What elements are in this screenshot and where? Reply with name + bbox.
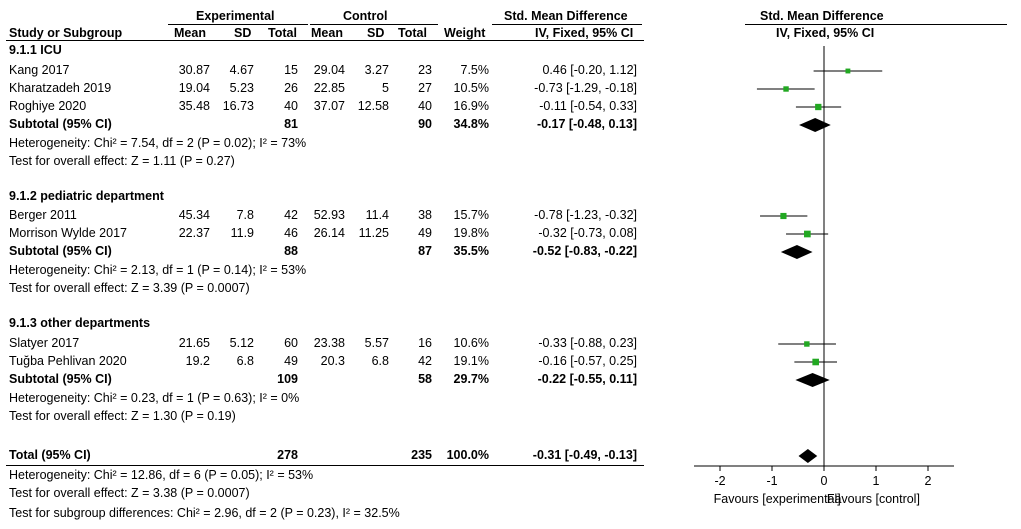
weight: 7.5% bbox=[460, 63, 489, 77]
total-overall-effect-text: Test for overall effect: Z = 3.38 (P = 0.0007) bbox=[9, 486, 250, 500]
header-weight: Weight bbox=[444, 26, 486, 40]
mean-experimental: 30.87 bbox=[178, 63, 210, 77]
sd-control: 3.27 bbox=[364, 63, 389, 77]
total-label: Total (95% CI) bbox=[9, 448, 91, 462]
total-experimental: 60 bbox=[284, 336, 298, 350]
favours-control-label: Favours [control] bbox=[826, 492, 920, 506]
overall-effect-text: Test for overall effect: Z = 3.39 (P = 0.0007) bbox=[9, 281, 250, 295]
total-control: 58 bbox=[418, 372, 432, 386]
pooled-diamond bbox=[799, 118, 831, 132]
sd-experimental: 4.67 bbox=[229, 63, 254, 77]
mean-control: 23.38 bbox=[313, 336, 345, 350]
header-experimental: Experimental bbox=[196, 9, 275, 23]
sd-experimental: 5.23 bbox=[229, 81, 254, 95]
x-tick-label: -2 bbox=[714, 474, 726, 488]
sd-control: 11.25 bbox=[358, 226, 389, 240]
header-sd-c: SD bbox=[367, 26, 385, 40]
effect-ci: -0.52 [-0.83, -0.22] bbox=[532, 244, 637, 258]
study-name: Tuğba Pehlivan 2020 bbox=[9, 354, 127, 368]
total-experimental: 49 bbox=[284, 354, 298, 368]
sd-experimental: 16.73 bbox=[222, 99, 254, 113]
study-name: Kharatzadeh 2019 bbox=[9, 81, 112, 95]
effect-ci: -0.78 [-1.23, -0.32] bbox=[534, 208, 637, 222]
effect-ci: -0.33 [-0.88, 0.23] bbox=[538, 336, 637, 350]
total-experimental: 46 bbox=[284, 226, 298, 240]
effect-ci: -0.31 [-0.49, -0.13] bbox=[532, 448, 637, 462]
effect-ci: -0.11 [-0.54, 0.33] bbox=[539, 99, 637, 113]
study-point-marker bbox=[815, 104, 821, 110]
total-experimental: 15 bbox=[284, 63, 298, 77]
weight: 35.5% bbox=[453, 244, 489, 258]
study-point-marker bbox=[780, 213, 786, 219]
mean-control: 29.04 bbox=[313, 63, 345, 77]
header-total-e: Total bbox=[268, 26, 297, 40]
study-name: Berger 2011 bbox=[9, 208, 77, 222]
sd-experimental: 11.9 bbox=[230, 226, 254, 240]
weight: 10.5% bbox=[453, 81, 489, 95]
mean-experimental: 19.2 bbox=[185, 354, 210, 368]
total-control: 38 bbox=[418, 208, 432, 222]
weight: 16.9% bbox=[453, 99, 489, 113]
overall-effect-text: Test for overall effect: Z = 1.30 (P = 0.19) bbox=[9, 409, 236, 423]
subtotal-label: Subtotal (95% CI) bbox=[9, 244, 112, 258]
weight: 19.8% bbox=[453, 226, 489, 240]
total-control: 235 bbox=[411, 448, 432, 462]
sd-control: 5 bbox=[382, 81, 389, 95]
total-experimental: 40 bbox=[284, 99, 298, 113]
sd-control: 12.58 bbox=[357, 99, 389, 113]
study-name: Kang 2017 bbox=[9, 63, 70, 77]
study-point-marker bbox=[804, 231, 811, 238]
total-experimental: 88 bbox=[284, 244, 298, 258]
effect-ci: -0.16 [-0.57, 0.25] bbox=[538, 354, 637, 368]
mean-experimental: 35.48 bbox=[178, 99, 210, 113]
sd-control: 6.8 bbox=[371, 354, 389, 368]
total-experimental: 109 bbox=[277, 372, 298, 386]
pooled-diamond bbox=[799, 449, 818, 463]
effect-ci: -0.32 [-0.73, 0.08] bbox=[538, 226, 637, 240]
header-control: Control bbox=[343, 9, 388, 23]
weight: 10.6% bbox=[453, 336, 489, 350]
header-smd-left: Std. Mean Difference bbox=[504, 9, 628, 23]
study-name: Roghiye 2020 bbox=[9, 99, 87, 113]
total-control: 87 bbox=[418, 244, 432, 258]
sd-experimental: 7.8 bbox=[236, 208, 254, 222]
total-control: 27 bbox=[418, 81, 432, 95]
weight: 100.0% bbox=[446, 448, 489, 462]
effect-ci: 0.46 [-0.20, 1.12] bbox=[542, 63, 637, 77]
total-experimental: 81 bbox=[284, 117, 298, 131]
heterogeneity-text: Heterogeneity: Chi² = 7.54, df = 2 (P = 0.02); I² = 73% bbox=[9, 136, 307, 150]
header-mean-e: Mean bbox=[174, 26, 206, 40]
study-point-marker bbox=[812, 359, 819, 366]
heterogeneity-text: Heterogeneity: Chi² = 0.23, df = 1 (P = 0.63); I² = 0% bbox=[9, 391, 300, 405]
total-experimental: 278 bbox=[277, 448, 298, 462]
header-mean-c: Mean bbox=[311, 26, 343, 40]
sd-control: 5.57 bbox=[364, 336, 389, 350]
subgroup-differences-text: Test for subgroup differences: Chi² = 2.96, df = 2 (P = 0.23), I² = 32.5% bbox=[9, 506, 400, 520]
mean-control: 37.07 bbox=[313, 99, 345, 113]
total-control: 49 bbox=[418, 226, 432, 240]
total-control: 16 bbox=[418, 336, 432, 350]
total-control: 40 bbox=[418, 99, 432, 113]
header-study: Study or Subgroup bbox=[9, 26, 123, 40]
weight: 34.8% bbox=[453, 117, 489, 131]
mean-control: 22.85 bbox=[313, 81, 345, 95]
total-control: 23 bbox=[418, 63, 432, 77]
mean-experimental: 45.34 bbox=[178, 208, 210, 222]
mean-experimental: 21.65 bbox=[178, 336, 210, 350]
header-method-right: IV, Fixed, 95% CI bbox=[776, 26, 875, 40]
mean-experimental: 19.04 bbox=[178, 81, 210, 95]
favours-experimental-label: Favours [experimental] bbox=[713, 492, 841, 506]
effect-ci: -0.22 [-0.55, 0.11] bbox=[537, 372, 637, 386]
header-smd-right: Std. Mean Difference bbox=[760, 9, 884, 23]
pooled-diamond bbox=[795, 373, 829, 387]
weight: 19.1% bbox=[453, 354, 489, 368]
study-point-marker bbox=[845, 69, 850, 74]
effect-ci: -0.73 [-1.29, -0.18] bbox=[534, 81, 637, 95]
study-name: Slatyer 2017 bbox=[9, 336, 80, 350]
header-method-left: IV, Fixed, 95% CI bbox=[535, 26, 634, 40]
study-name: Morrison Wylde 2017 bbox=[9, 226, 127, 240]
x-tick-label: 0 bbox=[820, 474, 828, 488]
mean-control: 20.3 bbox=[320, 354, 345, 368]
subtotal-label: Subtotal (95% CI) bbox=[9, 372, 112, 386]
total-control: 42 bbox=[418, 354, 432, 368]
mean-control: 26.14 bbox=[313, 226, 345, 240]
sd-control: 11.4 bbox=[365, 208, 389, 222]
mean-experimental: 22.37 bbox=[178, 226, 210, 240]
weight: 29.7% bbox=[453, 372, 489, 386]
sd-experimental: 5.12 bbox=[229, 336, 254, 350]
total-experimental: 26 bbox=[284, 81, 298, 95]
x-tick-label: -1 bbox=[766, 474, 778, 488]
overall-effect-text: Test for overall effect: Z = 1.11 (P = 0.27) bbox=[9, 154, 235, 168]
x-tick-label: 1 bbox=[872, 474, 880, 488]
total-control: 90 bbox=[418, 117, 432, 131]
sd-experimental: 6.8 bbox=[236, 354, 254, 368]
study-point-marker bbox=[783, 86, 788, 91]
total-heterogeneity-text: Heterogeneity: Chi² = 12.86, df = 6 (P = 0.05); I² = 53% bbox=[9, 468, 314, 482]
total-experimental: 42 bbox=[284, 208, 298, 222]
subgroup-title: 9.1.3 other departments bbox=[9, 316, 151, 330]
x-tick-label: 2 bbox=[924, 474, 932, 488]
weight: 15.7% bbox=[453, 208, 489, 222]
study-point-marker bbox=[804, 341, 809, 346]
heterogeneity-text: Heterogeneity: Chi² = 2.13, df = 1 (P = 0.14); I² = 53% bbox=[9, 263, 307, 277]
effect-ci: -0.17 [-0.48, 0.13] bbox=[536, 117, 637, 131]
header-sd-e: SD bbox=[234, 26, 252, 40]
header-total-c: Total bbox=[398, 26, 427, 40]
pooled-diamond bbox=[781, 245, 813, 259]
mean-control: 52.93 bbox=[313, 208, 345, 222]
subgroup-title: 9.1.1 ICU bbox=[9, 43, 62, 57]
subtotal-label: Subtotal (95% CI) bbox=[9, 117, 112, 131]
subgroup-title: 9.1.2 pediatric department bbox=[9, 189, 164, 203]
